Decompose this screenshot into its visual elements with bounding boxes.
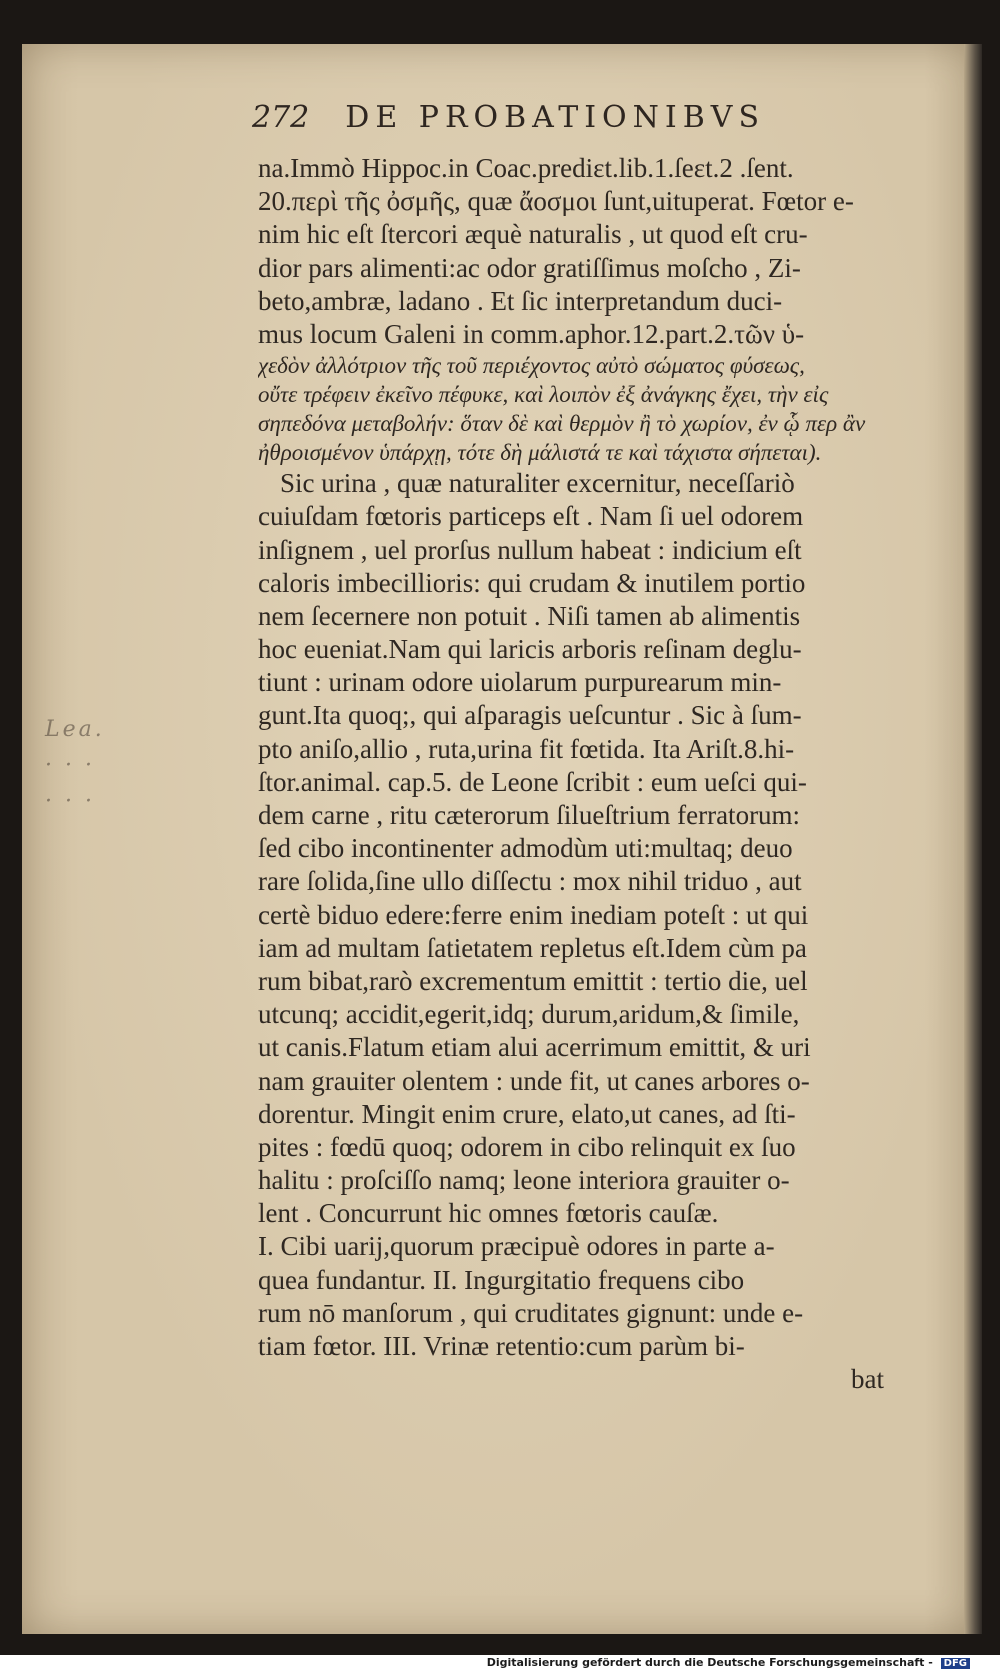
text-line: I. Cibi uarij,quorum præcipuè odores in parte a- [258, 1231, 775, 1262]
text-line: χεδὸν ἀλλότριον τῆς τοῦ περιέχοντος αὐτὸ σώματος φύσεως, [258, 353, 805, 379]
text-line: ut canis.Flatum etiam alui acerrimum emittit, & uri [258, 1032, 811, 1063]
text-line: σηπεδόνα μεταβολήν: ὅταν δὲ καὶ θερμὸν ἢ τὸ χωρίον, ἐν ᾧ περ ἂν [258, 411, 866, 437]
text-line: οὔτε τρέφειν ἐκεῖνο πέφυκε, καὶ λοιπὸν ἐξ ἀνάγκης ἔχει, τὴν εἰς [258, 382, 829, 408]
text-line: certè biduo edere:ferre enim inediam poteſt : ut qui [258, 899, 809, 930]
text-line: iam ad multam ſatietatem repletus eſt.Idem cùm pa [258, 932, 807, 963]
body-text [258, 152, 954, 1396]
running-head [252, 100, 812, 148]
text-line: ἠθροισμένον ὑπάρχῃ, τότε δὴ μάλιστά τε καὶ τάχιστα σήπεται). [258, 440, 822, 466]
text-line: cuiuſdam fœtoris particeps eſt . Nam ſi uel odorem [258, 501, 804, 532]
margin-note: · · · [45, 753, 95, 778]
text-line: ſed cibo incontinenter admodùm uti:multaq; deuo [258, 833, 793, 864]
text-line: lent . Concurrunt hic omnes fœtoris cauſæ. [258, 1198, 719, 1229]
text-line: dior pars alimenti:ac odor gratiſſimus moſcho , Zi- [258, 252, 801, 283]
text-line: caloris imbecillioris: qui crudam & inutilem portio [258, 567, 806, 598]
text-line: quea fundantur. II. Ingurgitatio frequens cibo [258, 1264, 745, 1295]
text-line: beto,ambræ, ladano . Et ſic interpretandum duci- [258, 285, 783, 316]
text-line: Sic urina , quæ naturaliter excernitur, neceſſariò [280, 468, 795, 499]
marginalia [45, 712, 255, 832]
credit-text: Digitalisierung gefördert durch die Deutsche Forschungsgemeinschaft - [486, 1656, 933, 1669]
text-line: pites : fœdū quoq; odorem in cibo relinquit ex ſuo [258, 1131, 796, 1162]
digitization-credit [487, 1656, 970, 1669]
text-line: dem carne , ritu cæterorum ſilueſtrium ferratorum: [258, 800, 801, 830]
text-line: nem ſecernere non potuit . Niſi tamen ab alimentis [258, 600, 801, 631]
text-line: tiam fœtor. III. Vrinæ retentio:cum parùm bi- [258, 1331, 745, 1361]
text-line: rare ſolida,ſine ullo diſſectu : mox nihil triduo , aut [258, 866, 802, 897]
text-line: gunt.Ita quoq;, qui aſparagis ueſcuntur . Sic à ſum- [258, 700, 802, 731]
dfg-logo: DFG [941, 1658, 970, 1669]
running-head-title: DE PROBATIONIBVS [345, 100, 766, 135]
margin-note: · · · [45, 789, 95, 814]
text-line: halitu : proſciſſo namq; leone interiora grauiter o- [258, 1165, 790, 1196]
text-line: ſtor.animal. cap.5. de Leone ſcribit : eum ueſci qui- [258, 766, 807, 797]
page-number: 272 [252, 100, 310, 135]
text-line: dorentur. Mingit enim crure, elato,ut canes, ad ſti- [258, 1098, 796, 1129]
text-line: rum nō manſorum , qui cruditates gignunt: unde e- [258, 1297, 804, 1328]
text-line: bat [851, 1364, 884, 1395]
text-line: na.Immò Hippoc.in Coac.prediɛt.lib.1.ſeɛt.2 .ſent. [258, 153, 794, 183]
text-line: nim hic eſt ſtercori æquè naturalis , ut quod eſt cru- [258, 219, 808, 250]
text-line: inſignem , uel prorſus nullum habeat : indicium eſt [258, 534, 802, 565]
text-line: nam grauiter olentem : unde fit, ut canes arbores o- [258, 1065, 810, 1096]
text-line: 20.περὶ τῆς ὀσμῆς, quæ ἄοσμοι ſunt,uituperat. Fœtor e- [258, 186, 854, 217]
text-line: mus locum Galeni in comm.aphor.12.part.2.τῶν ὑ- [258, 318, 805, 349]
text-line: hoc eueniat.Nam qui laricis arboris reſinam deglu- [258, 634, 802, 665]
text-line: tiunt : urinam odore uiolarum purpurearum min- [258, 667, 782, 698]
margin-note: Lea. [45, 717, 105, 742]
text-line: utcunq; accidit,egerit,idq; durum,aridum,& ſimile, [258, 999, 800, 1030]
text-line: rum bibat,rarò excrementum emittit : tertio die, uel [258, 965, 808, 996]
text-line: pto aniſo,allio , ruta,urina fit fœtida. Ita Ariſt.8.hi- [258, 733, 795, 764]
page-gutter-shadow [964, 44, 982, 1634]
